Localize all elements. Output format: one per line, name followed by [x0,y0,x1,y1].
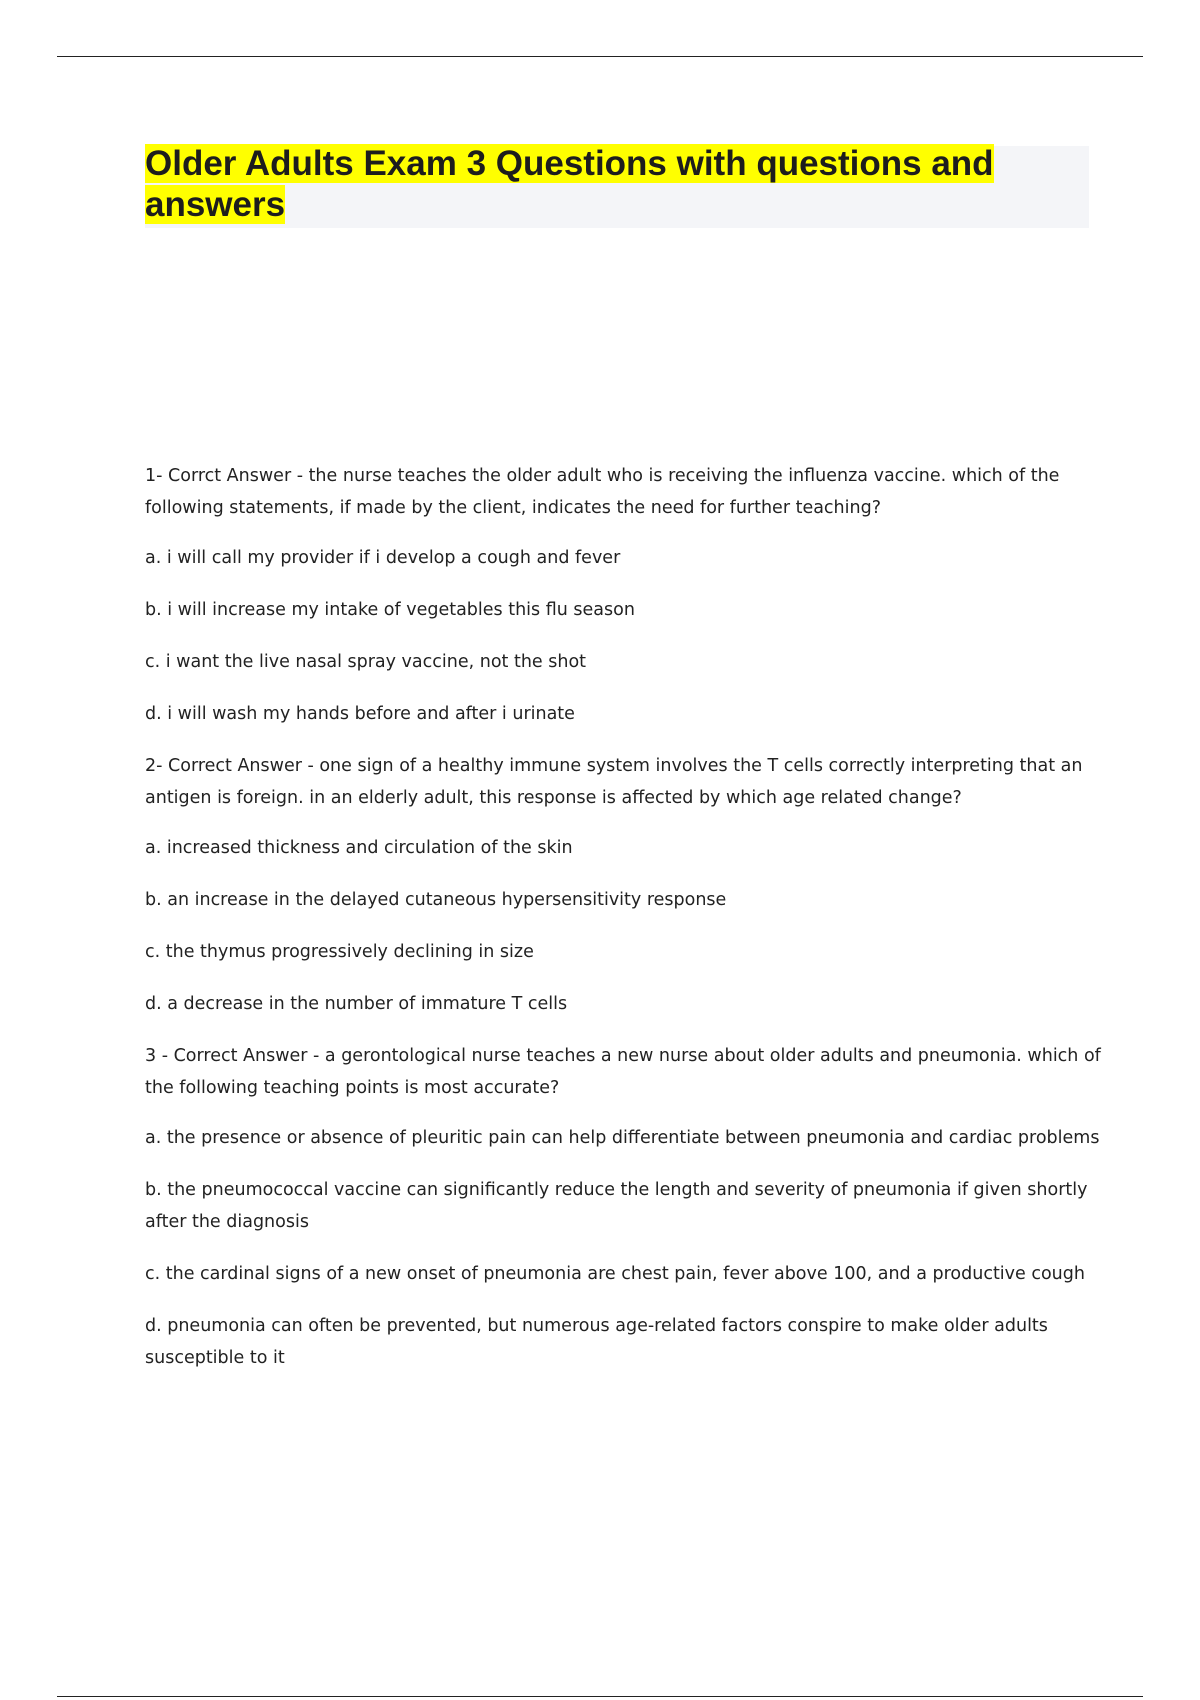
question-2-option-b: b. an increase in the delayed cutaneous hypersensitivity response [145,890,727,910]
question-1: 1- Corrct Answer - the nurse teaches the older adult who is receiving the influenza vaccine. which of the following statements, if made by the client, indicates the need for further teaching? [145,466,1060,518]
question-3: 3 - Correct Answer - a gerontological nurse teaches a new nurse about older adults and pneumonia. which of the following teaching points is most accurate? [145,1046,1101,1098]
top-rule [57,56,1143,57]
title-highlight: Older Adults Exam 3 Questions with questions and answers [145,144,994,224]
question-2: 2- Correct Answer - one sign of a healthy immune system involves the T cells correctly interpreting that an antigen is foreign. in an elderly adult, this response is affected by which age related change? [145,756,1083,808]
question-1-option-c: c. i want the live nasal spray vaccine, not the shot [145,652,587,672]
question-list [145,460,1105,1394]
question-1-option-b: b. i will increase my intake of vegetables this flu season [145,600,635,620]
question-2-option-c: c. the thymus progressively declining in size [145,942,534,962]
bottom-rule [57,1696,1143,1697]
question-3-option-b: b. the pneumococcal vaccine can significantly reduce the length and severity of pneumonia if given shortly after the diagnosis [145,1180,1088,1232]
question-1-option-d: d. i will wash my hands before and after i urinate [145,704,575,724]
question-3-option-c: c. the cardinal signs of a new onset of pneumonia are chest pain, fever above 100, and a productive cough [145,1264,1085,1284]
question-2-option-a: a. increased thickness and circulation of the skin [145,838,573,858]
question-3-option-d: d. pneumonia can often be prevented, but numerous age-related factors conspire to make older adults susceptible to it [145,1316,1048,1368]
question-1-option-a: a. i will call my provider if i develop a cough and fever [145,548,621,568]
question-3-option-a: a. the presence or absence of pleuritic pain can help differentiate between pneumonia and cardiac problems [145,1128,1100,1148]
document-title [145,143,1045,225]
question-2-option-d: d. a decrease in the number of immature T cells [145,994,568,1014]
